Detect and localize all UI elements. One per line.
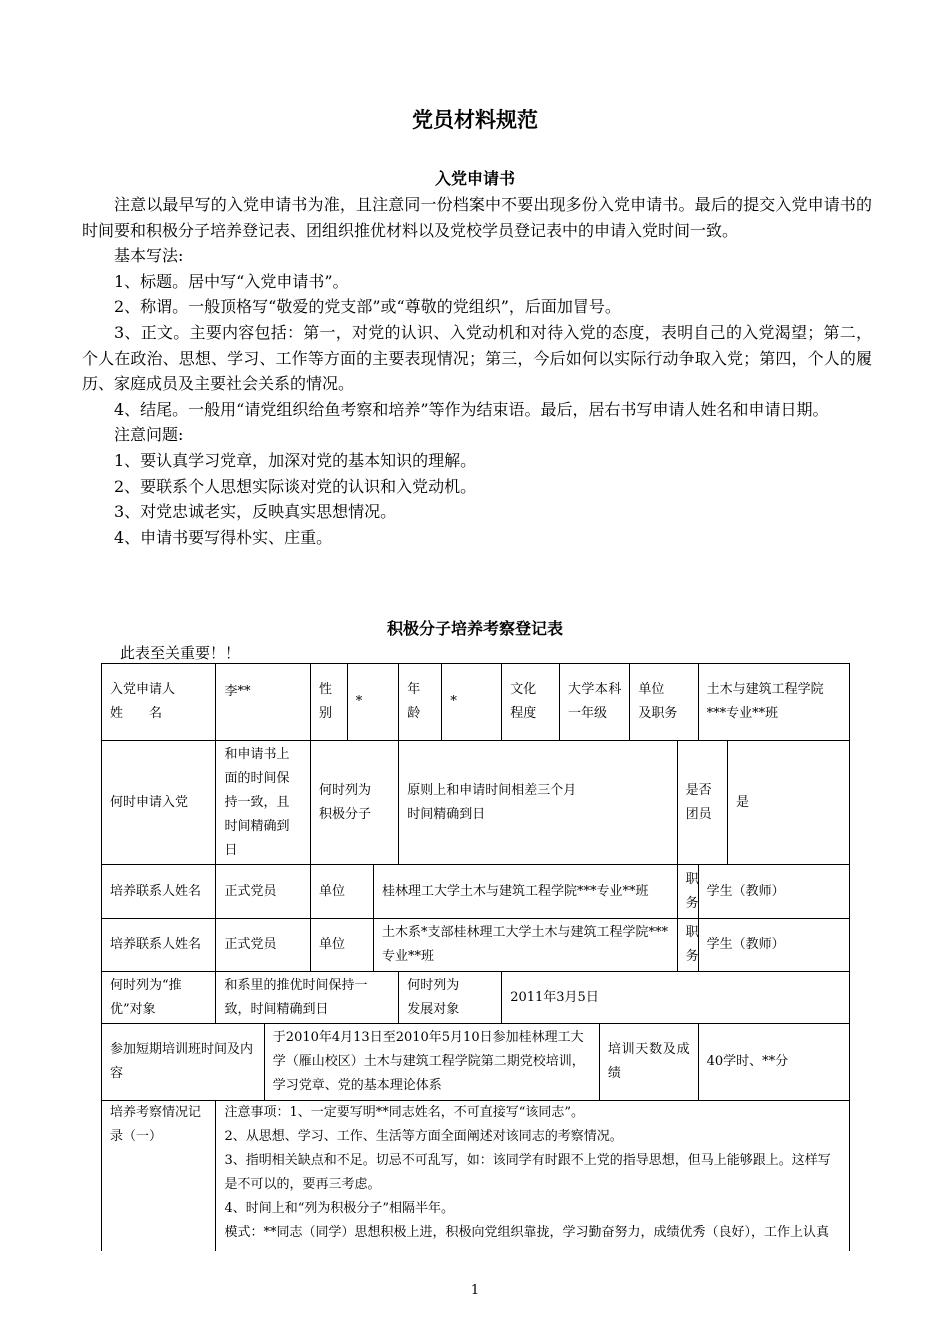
training-days-value: 40学时、**分 xyxy=(698,1024,849,1101)
recommend-time-label: 何时列为“推优”对象 xyxy=(102,972,216,1024)
contact-unit-value: 土木系*支部桂林理工大学土木与建筑工程学院***专业**班 xyxy=(374,919,678,972)
form-row-basic-info xyxy=(102,664,850,741)
contact-unit-label: 单位 xyxy=(311,865,374,919)
league-member-label: 是否 团员 xyxy=(677,741,727,865)
contact-name-label: 培养联系人姓名 xyxy=(102,919,216,972)
basic-item: 2、称谓。一般顶格写“敬爱的党支部”或“尊敬的党组织”，后面加冒号。 xyxy=(114,297,621,317)
application-guidelines xyxy=(82,192,872,550)
basic-item: 1、标题。居中写“入党申请书”。 xyxy=(114,271,349,291)
contact-post-label: 职 务 xyxy=(677,865,698,919)
contact-name-value: 正式党员 xyxy=(216,919,311,972)
education-label: 文化 程度 xyxy=(502,664,560,741)
contact-name-label: 培养联系人姓名 xyxy=(102,865,216,919)
age-label: 年 龄 xyxy=(399,664,442,741)
unit-position-value: 土木与建筑工程学院***专业**班 xyxy=(698,664,849,741)
apply-time-label: 何时申请入党 xyxy=(102,741,216,865)
form-row-training xyxy=(102,1024,850,1101)
issues-item: 3、对党忠诚老实，反映真实思想情况。 xyxy=(114,502,397,522)
section-title-form: 积极分子培养考察登记表 xyxy=(386,619,563,638)
page-title: 党员材料规范 xyxy=(412,108,538,132)
contact-post-label: 职 务 xyxy=(677,919,698,972)
age-value: * xyxy=(442,664,502,741)
record-content xyxy=(216,1101,850,1251)
issues-item: 4、申请书要写得朴实、庄重。 xyxy=(114,527,333,547)
applicant-name-value: 李** xyxy=(216,664,311,741)
form-row-contact-1 xyxy=(102,865,850,919)
form-row-record xyxy=(102,1101,850,1251)
form-row-recommend xyxy=(102,972,850,1024)
page-number: 1 xyxy=(470,1283,480,1298)
record-label: 培养考察情况记录（一） xyxy=(102,1101,216,1251)
record-line: 注意事项：1、一定要写明**同志姓名，不可直接写“该同志”。 xyxy=(224,1105,585,1120)
apply-time-value: 和申请书上面的时间保持一致，且时间精确到日 xyxy=(216,741,311,865)
contact-name-value: 正式党员 xyxy=(216,865,311,919)
basic-item: 4、结尾。一般用“请党组织给鱼考察和培养”等作为结束语。最后，居右书写申请人姓名和申请日期。 xyxy=(114,399,829,419)
basic-header: 基本写法: xyxy=(114,246,184,266)
issues-item: 1、要认真学习党章，加深对党的基本知识的理解。 xyxy=(114,450,477,470)
league-member-value: 是 xyxy=(728,741,850,865)
issues-item: 2、要联系个人思想实际谈对党的认识和入党动机。 xyxy=(114,476,477,496)
importance-note: 此表至关重要！！ xyxy=(120,644,241,662)
record-line: 4、时间上和“列为积极分子”相隔半年。 xyxy=(224,1201,455,1216)
training-value: 于2010年4月13日至2010年5月10日参加桂林理工大学（雁山校区）土木与建筑工程学院第二期党校培训，学习党章、党的基本理论体系 xyxy=(264,1024,599,1101)
development-time-value: 2011年3月5日 xyxy=(502,972,850,1024)
activist-time-label: 何时列为 积极分子 xyxy=(311,741,399,865)
record-line: 模式：**同志（同学）思想积极上进，积极向党组织靠拢，学习勤奋努力，成绩优秀（良好），工作上认真 xyxy=(224,1225,829,1240)
activist-time-value: 原则上和申请时间相差三个月 时间精确到日 xyxy=(399,741,677,865)
form-row-application-time xyxy=(102,741,850,865)
activist-registration-form xyxy=(101,663,850,1251)
training-days-label: 培训天数及成绩 xyxy=(599,1024,698,1101)
section-title-application: 入党申请书 xyxy=(434,169,515,188)
record-line: 3、指明相关缺点和不足。切忌不可乱写，如：该同学有时跟不上党的指导思想，但马上能够跟上。这样写是不可以的，要再三考虑。 xyxy=(224,1153,831,1192)
intro-paragraph: 注意以最早写的入党申请书为准，且注意同一份档案中不要出现多份入党申请书。最后的提交入党申请书的时间要和积极分子培养登记表、团组织推优材料以及党校学员登记表中的申请入党时间一致。 xyxy=(82,195,872,240)
applicant-name-label-text: 入党申请人 姓 名 xyxy=(110,682,176,721)
applicant-name-label xyxy=(102,664,216,741)
recommend-time-value: 和系里的推优时间保持一致，时间精确到日 xyxy=(216,972,399,1024)
contact-unit-label: 单位 xyxy=(311,919,374,972)
record-line: 2、从思想、学习、工作、生活等方面全面阐述对该同志的考察情况。 xyxy=(224,1129,623,1144)
contact-unit-value: 桂林理工大学土木与建筑工程学院***专业**班 xyxy=(374,865,678,919)
contact-post-value: 学生（教师） xyxy=(698,865,849,919)
contact-post-value: 学生（教师） xyxy=(698,919,849,972)
unit-position-label: 单位 及职务 xyxy=(630,664,698,741)
gender-label: 性 别 xyxy=(311,664,348,741)
training-label: 参加短期培训班时间及内容 xyxy=(102,1024,265,1101)
gender-value: * xyxy=(347,664,398,741)
education-value: 大学本科一年级 xyxy=(559,664,629,741)
form-row-contact-2 xyxy=(102,919,850,972)
development-time-label: 何时列为 发展对象 xyxy=(399,972,502,1024)
issues-header: 注意问题: xyxy=(114,425,184,445)
basic-item: 3、正文。主要内容包括：第一，对党的认识、入党动机和对待入党的态度，表明自己的入党渴望；第二，个人在政治、思想、学习、工作等方面的主要表现情况；第三，今后如何以实际行动争取入党；第四，个人的履历、家庭成员及主要社会关系的情况。 xyxy=(82,322,872,394)
